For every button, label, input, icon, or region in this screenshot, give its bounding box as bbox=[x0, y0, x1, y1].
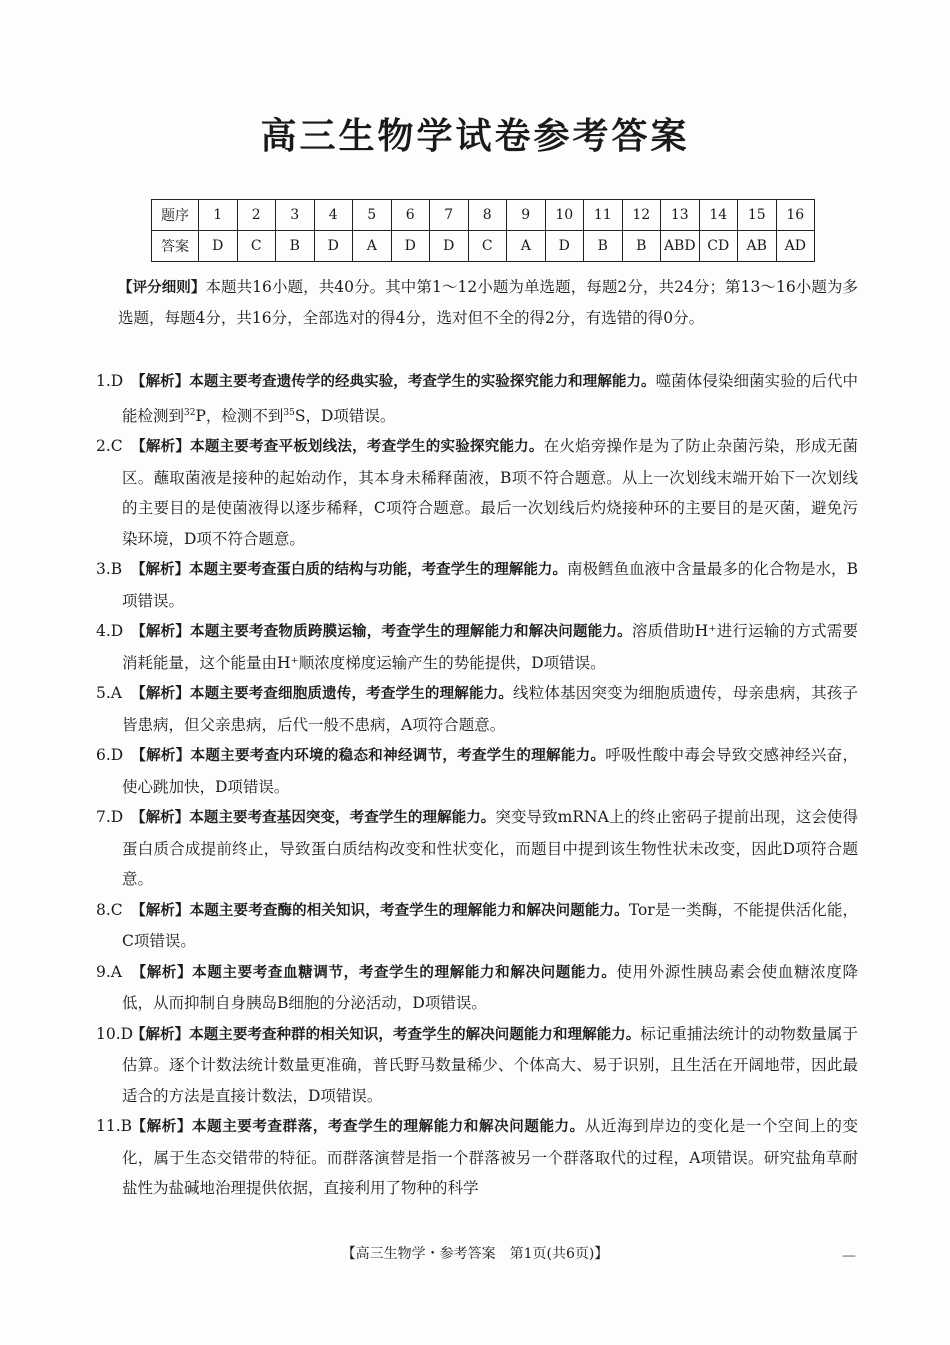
item-tag: 【解析】本题主要考查物质跨膜运输，考查学生的理解能力和解决问题能力。 bbox=[131, 624, 632, 641]
table-cell: B bbox=[276, 231, 315, 262]
row-label: 题序 bbox=[152, 200, 199, 231]
item-number: 7.D bbox=[96, 808, 124, 827]
table-cell: 15 bbox=[738, 200, 777, 231]
item-text: 从近海到岸边的变化是一个空间上的变化，属于生态交错带的特征。而群落演替是指一个群落被另一个群落取代的过程，A项错误。研究盐角草耐盐性为盐碱地治理提供依据，直接利用了物种的科学 bbox=[122, 1117, 858, 1198]
table-cell: 9 bbox=[507, 200, 546, 231]
item-tag: 【解析】本题主要考查细胞质遗传，考查学生的理解能力。 bbox=[131, 686, 514, 703]
table-cell: A bbox=[353, 231, 392, 262]
table-cell: B bbox=[622, 231, 661, 262]
list-item bbox=[96, 554, 858, 616]
list-item bbox=[96, 616, 858, 678]
table-cell: 5 bbox=[353, 200, 392, 231]
item-text: 突变导致mRNA上的终止密码子提前出现，这会使得蛋白质合成提前终止，导致蛋白质结构改变和性状变化，而题目中提到该生物性状未改变，因此D项符合题意。 bbox=[122, 808, 858, 889]
item-tag: 【解析】本题主要考查基因突变，考查学生的理解能力。 bbox=[131, 810, 496, 827]
scoring-label: 【评分细则】 bbox=[118, 280, 206, 296]
item-number: 8.C bbox=[96, 900, 123, 919]
table-cell: 16 bbox=[776, 200, 815, 231]
page-title: 高三生物学试卷参考答案 bbox=[260, 116, 690, 157]
item-text: 南极鳕鱼血液中含量最多的化合物是水，B项错误。 bbox=[122, 560, 858, 610]
table-cell: D bbox=[199, 231, 238, 262]
table-cell: D bbox=[430, 231, 469, 262]
table-cell: D bbox=[545, 231, 584, 262]
table-cell: 13 bbox=[661, 200, 700, 231]
item-tag: 【解析】本题主要考查遗传学的经典实验，考查学生的实验探究能力和理解能力。 bbox=[131, 374, 656, 390]
item-text: 标记重捕法统计的动物数量属于估算。逐个计数法统计数量更准确，普氏野马数量稀少、个体高大、易于识别，且生活在开阔地带，因此最适合的方法是直接计数法，D项错误。 bbox=[122, 1024, 858, 1105]
page-footer: 【高三生物学・参考答案 第1页(共6页)】 bbox=[341, 1246, 609, 1262]
table-cell: CD bbox=[699, 231, 738, 262]
table-cell: 8 bbox=[468, 200, 507, 231]
table-cell: C bbox=[468, 231, 507, 262]
item-text: 使用外源性胰岛素会使血糖浓度降低，从而抑制自身胰岛B细胞的分泌活动，D项错误。 bbox=[122, 962, 858, 1013]
table-cell: D bbox=[391, 231, 430, 262]
table-cell: 12 bbox=[622, 200, 661, 231]
list-item bbox=[96, 678, 858, 740]
item-text: 溶质借助H⁺进行运输的方式需要消耗能量，这个能量由H⁺顺浓度梯度运输产生的势能提供，D项错误。 bbox=[122, 622, 859, 672]
item-number: 3.B bbox=[96, 560, 123, 579]
list-item bbox=[96, 957, 858, 1019]
item-number: 1.D bbox=[96, 372, 124, 390]
list-item bbox=[96, 1019, 858, 1112]
item-number: 4.D bbox=[96, 622, 124, 641]
item-number: 10.D bbox=[96, 1024, 134, 1043]
answer-row bbox=[152, 231, 815, 262]
table-cell: AD bbox=[776, 231, 815, 262]
item-number: 5.A bbox=[96, 684, 122, 703]
explanation-list bbox=[96, 366, 858, 1204]
table-cell: 14 bbox=[699, 200, 738, 231]
item-text: 呼吸性酸中毒会导致交感神经兴奋，使心跳加快，D项错误。 bbox=[122, 746, 858, 796]
list-item bbox=[96, 895, 858, 957]
item-number: 2.C bbox=[96, 437, 123, 456]
scoring-rules bbox=[118, 272, 858, 333]
table-cell: 7 bbox=[430, 200, 469, 231]
isotope-mass: 35 bbox=[283, 407, 295, 418]
item-text: Tor是一类酶，不能提供活化能，C项错误。 bbox=[122, 900, 858, 951]
item-tag: 【解析】本题主要考查血糖调节，考查学生的理解能力和解决问题能力。 bbox=[131, 964, 617, 981]
table-cell: 2 bbox=[237, 200, 276, 231]
list-item bbox=[96, 740, 858, 802]
list-item bbox=[96, 431, 858, 554]
item-number: 11.B bbox=[96, 1117, 133, 1136]
table-cell: D bbox=[314, 231, 353, 262]
table-cell: A bbox=[507, 231, 546, 262]
table-cell: C bbox=[237, 231, 276, 262]
table-cell: 11 bbox=[584, 200, 623, 231]
list-item bbox=[96, 1111, 858, 1204]
isotope-mass: 32 bbox=[184, 407, 196, 418]
item-tag: 【解析】本题主要考查平板划线法，考查学生的实验探究能力。 bbox=[131, 439, 544, 456]
list-item bbox=[96, 366, 858, 431]
row-label: 答案 bbox=[152, 231, 199, 262]
table-cell: AB bbox=[738, 231, 777, 262]
item-text: S，D项错误。 bbox=[294, 406, 396, 425]
table-cell: 10 bbox=[545, 200, 584, 231]
item-text: 线粒体基因突变为细胞质遗传，母亲患病，其孩子皆患病，但父亲患病，后代一般不患病，A项符合题意。 bbox=[122, 684, 858, 734]
item-tag: 【解析】本题主要考查群落，考查学生的理解能力和解决问题能力。 bbox=[131, 1119, 585, 1136]
scoring-text: 本题共16小题，共40分。其中第1～12小题为单选题，每题2分，共24分；第13～16小题为多选题，每题4分，共16分，全部选对的得4分，选对但不全的得2分，有选错的得0分。 bbox=[118, 278, 858, 327]
table-cell: 3 bbox=[276, 200, 315, 231]
table-cell: ABD bbox=[661, 231, 700, 262]
item-text: 在火焰旁操作是为了防止杂菌污染，形成无菌区。蘸取菌液是接种的起始动作，其本身未稀释菌液，B项不符合题意。从上一次划线末端开始下一次划线的主要目的是使菌液得以逐步稀释，C项符合题意。最后一次划线后灼烧接种环的主要目的是灭菌，避免污染环境，D项不符合题意。 bbox=[122, 437, 858, 548]
footer-mark: — bbox=[842, 1248, 856, 1264]
question-number-row bbox=[152, 200, 815, 231]
item-number: 9.A bbox=[96, 962, 122, 981]
table-cell: 1 bbox=[199, 200, 238, 231]
item-tag: 【解析】本题主要考查种群的相关知识，考查学生的解决问题能力和理解能力。 bbox=[130, 1026, 641, 1043]
item-number: 6.D bbox=[96, 746, 124, 765]
table-cell: 6 bbox=[391, 200, 430, 231]
item-tag: 【解析】本题主要考查蛋白质的结构与功能，考查学生的理解能力。 bbox=[130, 562, 567, 579]
item-text: P，检测不到 bbox=[195, 406, 284, 425]
answer-table bbox=[151, 199, 815, 262]
item-text: 噬菌体侵染细菌实验的后代中能检测到 bbox=[122, 372, 858, 425]
list-item bbox=[96, 802, 858, 895]
table-cell: 4 bbox=[314, 200, 353, 231]
item-tag: 【解析】本题主要考查内环境的稳态和神经调节，考查学生的理解能力。 bbox=[131, 748, 606, 765]
table-cell: B bbox=[584, 231, 623, 262]
item-tag: 【解析】本题主要考查酶的相关知识，考查学生的理解能力和解决问题能力。 bbox=[131, 902, 629, 919]
